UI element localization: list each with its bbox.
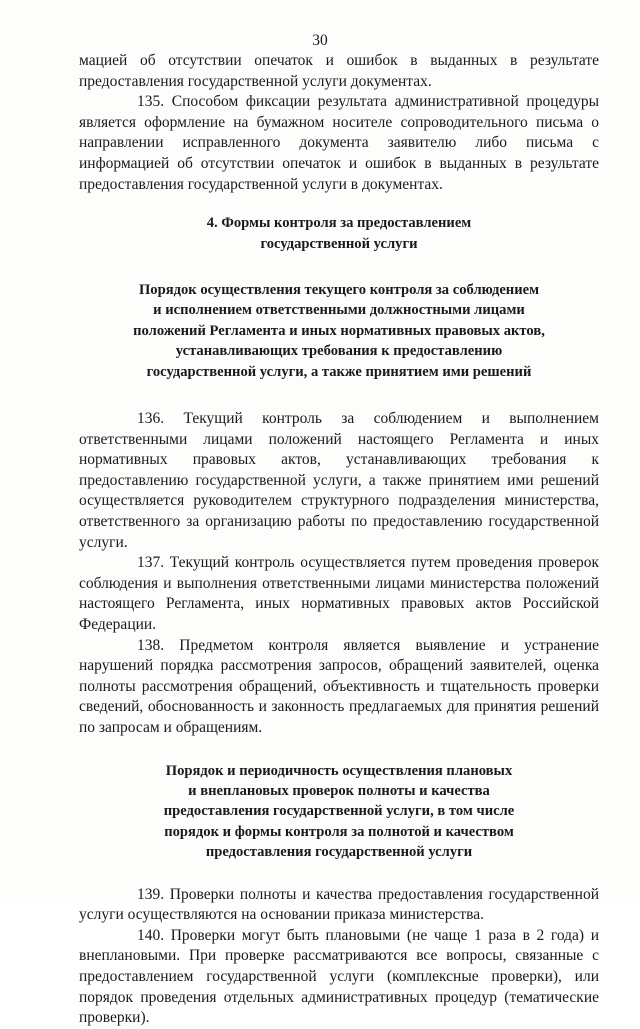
paragraph-140: 140. Проверки могут быть плановыми (не чаще 1 раза в 2 года) и внеплановыми. При проверке рассматриваются все вопросы, связанные с предоставлением государственной услуги (комплексные проверки), или порядок проведения отдельных административных процедур (тематические проверки).	[79, 926, 599, 1027]
page-number: 30	[312, 32, 328, 49]
heading-line: и внеплановых проверок полноты и качества	[188, 782, 490, 799]
inspections-subheading	[79, 761, 599, 863]
heading-line: положений Регламента и иных нормативных правовых актов,	[133, 322, 545, 339]
heading-line: порядок и формы контроля за полнотой и качеством	[164, 823, 514, 840]
current-control-subheading	[79, 280, 599, 382]
document-body	[79, 51, 599, 1029]
paragraph-continuation: мацией об отсутствии опечаток и ошибок в выданных в результате предоставления государственной услуги документах.	[79, 52, 599, 90]
section-4-heading	[79, 213, 599, 254]
heading-line: устанавливающих требования к предоставлению	[175, 343, 503, 360]
heading-line: Порядок осуществления текущего контроля за соблюдением	[138, 281, 540, 298]
paragraph-139: 139. Проверки полноты и качества предоставления государственной услуги осуществляются на основании приказа министерства.	[79, 885, 599, 924]
heading-line: государственной услуги	[260, 235, 418, 252]
paragraph-136: 136. Текущий контроль за соблюдением и выполнением ответственными лицами положений настоящего Регламента и иных нормативных правовых актов, устанавливающих требования к предоставлению государственной услуги, а также принятием ими решений осуществляется руководителем структурного подразделения министерства, ответственного за организацию работы по предоставлению государственной услуги.	[79, 410, 599, 551]
heading-line: государственной услуги, а также принятием ими решений	[146, 363, 532, 380]
heading-line: 4. Формы контроля за предоставлением	[206, 215, 472, 232]
heading-line: и исполнением ответственными должностными лицами	[153, 302, 525, 319]
heading-line: предоставления государственной услуги, в том числе	[163, 803, 515, 820]
paragraph-137: 137. Текущий контроль осуществляется путем проведения проверок соблюдения и выполнения ответственными лицами министерства положений настоящего Регламента, иных нормативных правовых актов Российской Федерации.	[79, 554, 599, 633]
heading-line: предоставления государственной услуги	[205, 844, 473, 861]
paragraph-135: 135. Способом фиксации результата административной процедуры является оформление на бумажном носителе сопроводительного письма о направлении исправленного документа заявителю либо письма с информацией об отсутствии опечаток и ошибок в выданных в результате предоставления государственной услуги в документах.	[79, 93, 599, 193]
paragraph-138: 138. Предметом контроля является выявление и устранение нарушений порядка рассмотрения запросов, обращений заявителей, оценка полноты рассмотрения обращений, объективность и тщательность проверки сведений, обоснованность и законность предлагаемых для принятия решений по запросам и обращениям.	[79, 636, 599, 736]
heading-line: Порядок и периодичность осуществления плановых	[165, 762, 513, 779]
